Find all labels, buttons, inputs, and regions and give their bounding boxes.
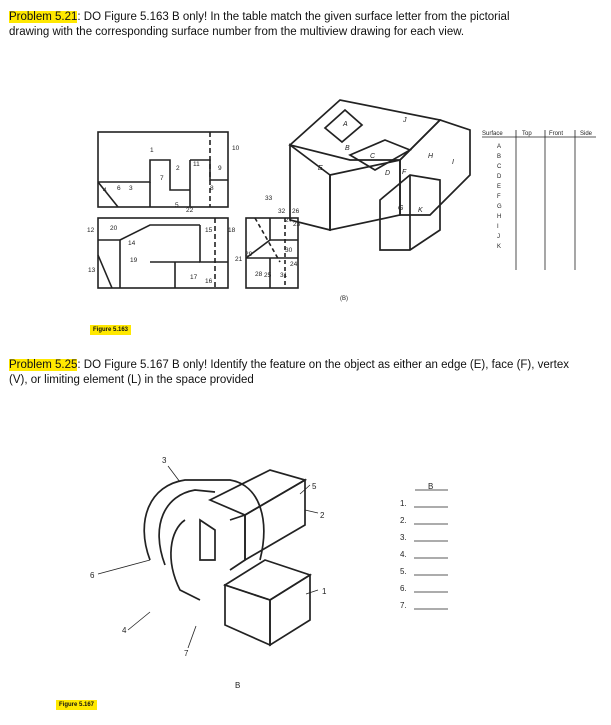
answer-blanks <box>414 507 448 609</box>
object-drawing <box>144 470 310 645</box>
pictorial-letter: K <box>418 207 423 214</box>
table-row-letter: K <box>497 244 502 250</box>
mv-number: 23 <box>293 221 301 228</box>
mv-number: 19 <box>130 257 138 264</box>
callout-number: 7 <box>184 649 189 658</box>
answer-item-number: 4. <box>400 550 407 559</box>
table-row-letter: I <box>497 224 499 230</box>
mv-number: 3 <box>129 185 133 192</box>
pictorial-letter: H <box>428 153 434 160</box>
pictorial-letter: E <box>318 165 323 172</box>
pictorial-letter: D <box>385 170 391 177</box>
answer-item-number: 5. <box>400 567 407 576</box>
mv-number: 22 <box>186 207 194 214</box>
table-row-letter: C <box>497 164 502 170</box>
mv-number: 18 <box>228 227 236 234</box>
problem-5-25-body: : DO Figure 5.167 B only! Identify the feature on the object as either an edge (E), face (F), vertex (V), or limiting element (L) in the space provided <box>9 359 569 386</box>
callout-number: 2 <box>320 511 325 520</box>
figure-5-167-caption: Figure 5.167 <box>56 700 97 710</box>
pictorial-letter: B <box>345 145 350 152</box>
table-row-letter: H <box>497 214 502 220</box>
mv-number: 5 <box>175 202 179 209</box>
mv-number: 8 <box>210 185 214 192</box>
pictorial-letter: G <box>398 205 404 212</box>
pictorial-letter: J <box>403 117 407 124</box>
table-row-letter: J <box>497 234 500 240</box>
problem-5-21-label: Problem 5.21 <box>9 11 78 23</box>
mv-number: 15 <box>205 227 213 234</box>
callout-labels <box>90 456 327 658</box>
table-row-letter: A <box>497 144 502 150</box>
mv-number: 4 <box>103 187 107 194</box>
callout-leaders <box>98 466 318 648</box>
mv-number: 6 <box>117 185 121 192</box>
mv-number: 10 <box>232 145 240 152</box>
pictorial-letter: A <box>343 121 348 128</box>
answer-item-number: 7. <box>400 601 407 610</box>
mv-number: 28 <box>255 271 263 278</box>
mv-number: 25 <box>264 272 272 279</box>
mv-number: 30 <box>285 247 293 254</box>
mv-number: 16 <box>205 278 213 285</box>
mv-number: 31 <box>280 272 288 279</box>
mv-number: 26 <box>292 208 300 215</box>
callout-number: 3 <box>162 456 167 465</box>
table-header: Top <box>522 131 532 137</box>
answer-list-header: B <box>428 482 434 491</box>
table-row-letter: G <box>497 204 502 210</box>
answer-item-number: 6. <box>400 584 407 593</box>
figure-1-sublabel: (B) <box>340 296 348 302</box>
table-header: Side <box>580 131 593 137</box>
problem-5-25-label: Problem 5.25 <box>9 359 78 371</box>
table-row-letter: B <box>497 154 502 160</box>
table-header: Front <box>549 131 564 137</box>
mv-number: 11 <box>193 161 200 168</box>
mv-number: 14 <box>128 240 136 247</box>
answer-item-number: 2. <box>400 516 407 525</box>
callout-number: 5 <box>312 482 317 491</box>
mv-number: 21 <box>235 256 243 263</box>
mv-number: 7 <box>160 175 164 182</box>
mv-number: 9 <box>218 165 222 172</box>
answer-item-number: 3. <box>400 533 407 542</box>
mv-number: 13 <box>88 267 96 274</box>
table-row-letter: E <box>497 184 502 190</box>
table-header: Surface <box>482 131 503 137</box>
mv-number: 1 <box>150 147 154 154</box>
table-row-letter: F <box>497 194 501 200</box>
mv-number: 33 <box>265 195 273 202</box>
callout-number: 4 <box>122 626 127 635</box>
mv-number: 29 <box>245 251 253 258</box>
mv-number: 17 <box>190 274 198 281</box>
mv-number: 20 <box>110 225 118 232</box>
table-row-letter: D <box>497 174 502 180</box>
mv-number: 24 <box>290 261 298 268</box>
problem-5-21-body: : DO Figure 5.163 B only! In the table match the given surface letter from the pictorial drawing with the corresponding surface number from the multiview drawing for each view. <box>9 11 510 38</box>
mv-number: 32 <box>278 208 286 215</box>
callout-number: 1 <box>322 587 327 596</box>
pictorial-letter: C <box>370 153 376 160</box>
callout-number: 6 <box>90 571 95 580</box>
pictorial-letter: F <box>402 169 407 176</box>
figure-5-163-caption: Figure 5.163 <box>90 325 131 335</box>
answer-list <box>400 482 448 610</box>
answer-item-number: 1. <box>400 499 407 508</box>
mv-number: 12 <box>87 227 95 234</box>
mv-number: 2 <box>176 165 180 172</box>
pictorial-letter: I <box>452 159 454 166</box>
figure-2-sublabel: B <box>235 681 241 690</box>
mv-number: 27 <box>285 217 293 224</box>
